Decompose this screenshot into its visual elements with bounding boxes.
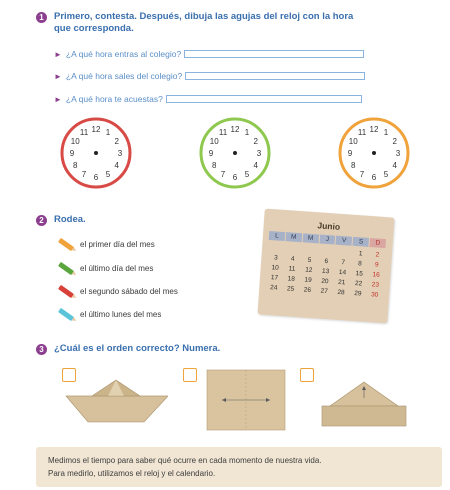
question-2-text: ¿A qué hora sales del colegio?	[65, 71, 183, 81]
clock-number: 3	[395, 149, 401, 158]
clock-number: 7	[359, 169, 365, 179]
arrow-icon: ►	[54, 94, 62, 104]
clock-number: 2	[114, 137, 120, 146]
calendar-day[interactable]: 26	[303, 286, 312, 295]
legend-item-4	[58, 310, 161, 319]
section-2-number: 2	[36, 215, 47, 226]
question-1	[54, 49, 364, 59]
clock-number: 9	[208, 149, 214, 158]
clock-number: 1	[105, 128, 111, 138]
question-3	[54, 94, 362, 104]
clock-number: 3	[117, 149, 123, 158]
section-3-number: 3	[36, 344, 47, 355]
legend-item-2-text: el último día del mes	[80, 264, 154, 273]
calendar	[257, 209, 394, 324]
pencil-green-icon	[58, 262, 74, 275]
clock-number: 12	[230, 125, 240, 134]
calendar-day[interactable]: 24	[269, 284, 278, 292]
calendar-day[interactable]: 22	[354, 280, 363, 288]
summary-line1: Medimos el tiempo para saber qué ocurre en cada momento de nuestra vida.	[48, 456, 322, 465]
calendar-month: Junio	[317, 220, 341, 232]
legend-item-3	[58, 287, 178, 296]
clock-number: 2	[253, 137, 259, 146]
clock-center-dot	[233, 151, 237, 155]
calendar-day[interactable]: 28	[337, 288, 345, 297]
calendar-day[interactable]: 1	[358, 250, 363, 258]
clock-3[interactable]	[337, 116, 411, 190]
arrow-icon: ►	[54, 71, 62, 81]
pencil-cyan-icon	[58, 308, 74, 321]
calendar-day[interactable]: 8	[357, 260, 362, 268]
clock-number: 9	[69, 149, 75, 158]
calendar-day[interactable]: 5	[307, 256, 312, 264]
clock-number: 1	[244, 128, 250, 138]
clock-number: 3	[256, 149, 262, 158]
calendar-day[interactable]: 20	[321, 277, 329, 286]
clock-number: 10	[70, 137, 80, 146]
clock-number: 4	[392, 161, 398, 170]
question-1-text: ¿A qué hora entras al colegio?	[65, 49, 182, 59]
legend-item-2	[58, 264, 153, 273]
summary-line2: Para medirlo, utilizamos el reloj y el calendario.	[48, 469, 216, 478]
calendar-grid	[265, 243, 386, 300]
calendar-day[interactable]: 4	[290, 255, 295, 263]
calendar-day[interactable]: 16	[372, 271, 380, 279]
calendar-day[interactable]: 12	[304, 266, 313, 275]
calendar-day	[285, 244, 302, 254]
order-box-3[interactable]	[300, 368, 314, 382]
section-2-title: Rodea.	[54, 214, 86, 225]
calendar-weekday: V	[336, 236, 352, 246]
legend-item-4-text: el último lunes del mes	[80, 310, 162, 319]
calendar-day	[268, 243, 285, 253]
clock-number: 10	[209, 137, 219, 146]
clock-number: 5	[383, 169, 389, 179]
calendar-weekday: S	[353, 237, 369, 247]
clock-number: 5	[105, 169, 111, 179]
answer-field-3[interactable]	[166, 95, 362, 103]
calendar-day	[301, 245, 318, 255]
paper-hat-image	[320, 376, 408, 430]
legend-item-3-text: el segundo sábado del mes	[80, 287, 178, 296]
calendar-day[interactable]: 10	[271, 264, 280, 272]
calendar-day[interactable]: 27	[320, 287, 329, 296]
section-1-title	[54, 11, 414, 35]
clock-number: 6	[371, 173, 377, 182]
calendar-day	[335, 248, 352, 258]
calendar-day[interactable]: 17	[270, 274, 279, 282]
clock-1[interactable]	[59, 116, 133, 190]
clock-number: 10	[348, 137, 358, 146]
calendar-weekday: J	[319, 234, 335, 244]
paper-boat-image	[64, 378, 168, 428]
calendar-day[interactable]: 7	[341, 259, 346, 267]
clock-number: 6	[232, 173, 238, 182]
calendar-day	[318, 246, 335, 256]
calendar-day[interactable]: 3	[273, 254, 278, 262]
clock-number: 11	[357, 128, 367, 138]
calendar-day[interactable]: 14	[338, 268, 347, 277]
clock-number: 7	[81, 169, 87, 179]
clock-number: 8	[72, 161, 78, 170]
clock-number: 1	[383, 128, 389, 138]
calendar-day[interactable]: 29	[353, 290, 362, 298]
question-2	[54, 71, 365, 81]
clock-number: 4	[114, 161, 120, 170]
clock-number: 8	[350, 161, 356, 170]
clock-number: 6	[93, 173, 99, 182]
folded-paper-sheet-image	[206, 369, 286, 431]
calendar-day[interactable]: 18	[287, 275, 296, 283]
arrow-icon: ►	[54, 49, 62, 59]
calendar-day[interactable]: 30	[370, 291, 379, 299]
answer-field-2[interactable]	[185, 72, 365, 80]
calendar-day[interactable]: 19	[304, 276, 312, 285]
calendar-day[interactable]: 23	[371, 281, 380, 289]
clock-number: 9	[347, 149, 353, 158]
calendar-day[interactable]: 11	[288, 265, 296, 273]
pencil-red-icon	[58, 285, 74, 298]
order-box-2[interactable]	[183, 368, 197, 382]
calendar-day[interactable]: 6	[324, 257, 329, 266]
clock-number: 12	[369, 125, 379, 134]
section-1-number: 1	[36, 12, 47, 23]
clock-number: 2	[392, 137, 398, 146]
answer-field-1[interactable]	[184, 50, 364, 58]
clock-2[interactable]	[198, 116, 272, 190]
clock-number: 11	[79, 128, 89, 138]
calendar-day[interactable]: 13	[321, 267, 330, 276]
question-3-text: ¿A qué hora te acuestas?	[65, 94, 163, 104]
calendar-weekday: D	[370, 238, 386, 248]
calendar-weekday: L	[269, 231, 285, 241]
clock-number: 12	[91, 125, 101, 134]
calendar-weekday: M	[302, 233, 318, 243]
calendar-day[interactable]: 9	[374, 261, 379, 269]
calendar-day[interactable]: 21	[337, 278, 346, 287]
clock-center-dot	[372, 151, 376, 155]
summary-box	[36, 447, 442, 487]
clock-center-dot	[94, 151, 98, 155]
clock-number: 11	[218, 128, 228, 138]
clock-number: 8	[211, 161, 217, 170]
section-3-title: ¿Cuál es el orden correcto? Numera.	[54, 343, 221, 354]
clock-number: 7	[220, 169, 226, 179]
legend-item-1-text: el primer día del mes	[80, 240, 155, 249]
clock-number: 5	[244, 169, 250, 179]
legend-item-1	[58, 240, 155, 249]
section-1-title-line1: Primero, contesta. Después, dibuja las agujas del reloj con la hora	[54, 11, 354, 22]
calendar-day[interactable]: 15	[355, 270, 364, 278]
section-1-title-line2: que corresponda.	[54, 23, 134, 34]
pencil-orange-icon	[58, 238, 74, 251]
calendar-day[interactable]: 25	[286, 285, 295, 293]
calendar-day[interactable]: 2	[375, 251, 380, 259]
calendar-weekday: M	[285, 232, 301, 242]
clock-number: 4	[253, 161, 259, 170]
